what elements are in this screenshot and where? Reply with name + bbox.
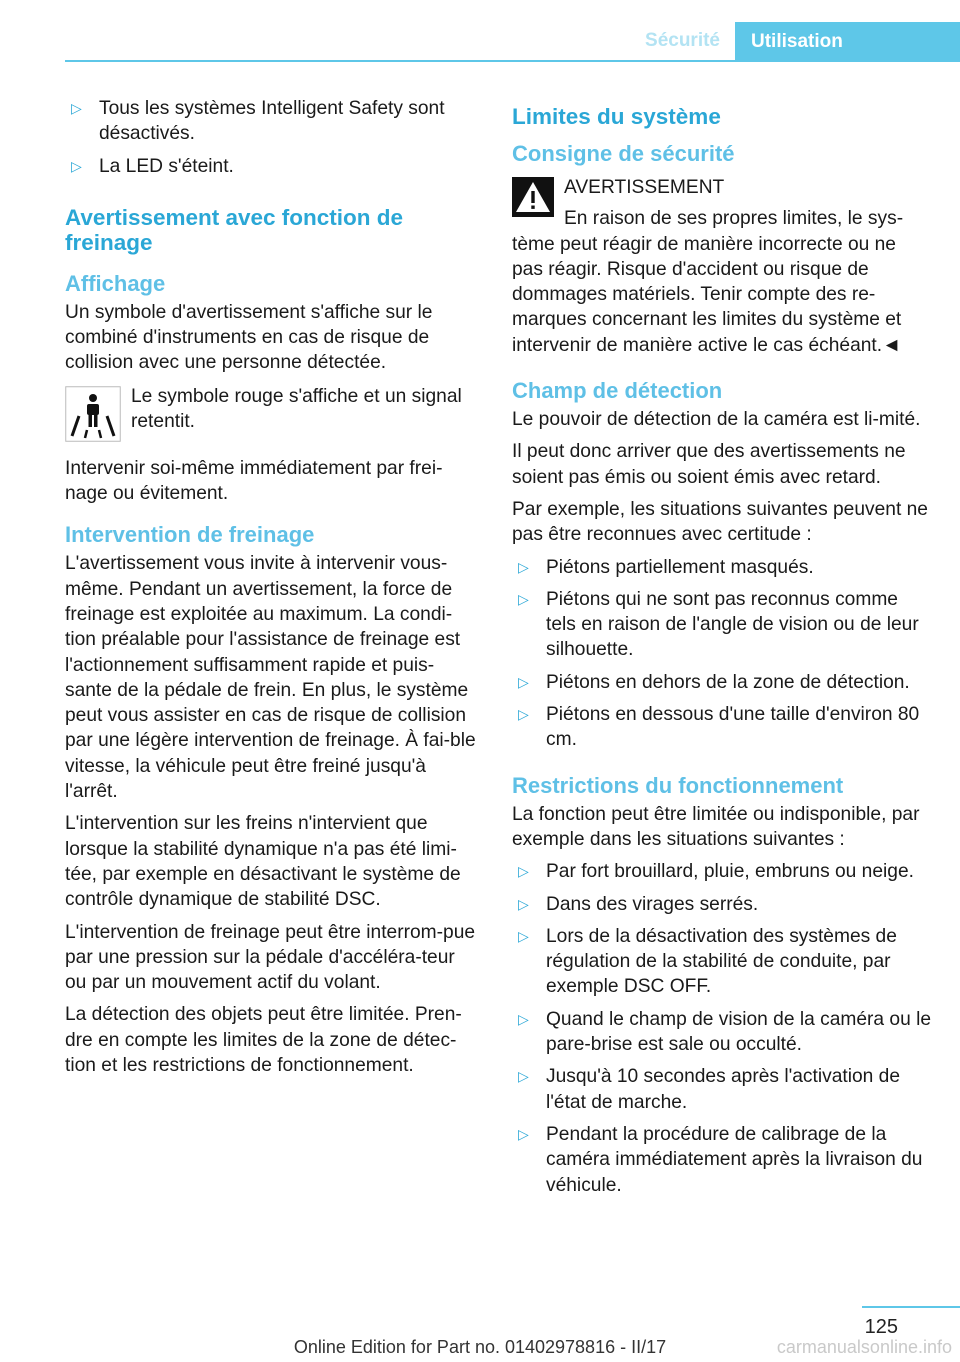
triangle-bullet-icon: ▷ [518,673,529,690]
list-item: ▷ Lors de la désactivation des systèmes de régulation de la stabilité de conduite, par exemple DSC OFF. [518,925,897,998]
list-item: ▷ Jusqu'à 10 secondes après l'activation de l'état de marche. [518,1066,900,1113]
warning-body: En raison de ses propres limites, le sys‐tème peut réagir de manière incorrecte ou ne pas réagir. Risque d'accident ou risque de dommages matériels. Tenir compte des re‐marques concernant les limites du système et intervenir de manière active le cas échéant.◄ [512,208,904,356]
header-section-label: Sécurité [645,30,720,51]
paragraph: La fonction peut être limitée ou indisponible, par exemple dans les situations suivantes : [512,803,920,850]
bullet-list-detection [512,555,932,753]
triangle-bullet-icon: ▷ [518,863,529,880]
footer-rule [862,1306,960,1308]
list-item: ▷ Par fort brouillard, pluie, embruns ou neige. [512,859,932,884]
list-item: ▷ Pendant la procédure de calibrage de la caméra immédiatement après la livraison du véhicule. [518,1123,923,1196]
list-item: ▷ Piétons partiellement masqués. [512,555,932,580]
list-item: ▷ Piétons en dessous d'une taille d'environ 80 cm. [518,704,920,751]
paragraph: Par exemple, les situations suivantes peuvent ne pas être reconnues avec certitude : [512,498,928,546]
warning-triangle-icon [512,177,554,222]
warning-block [512,175,932,358]
triangle-bullet-icon: ▷ [518,927,529,944]
symbol-text: Le symbole rouge s'affiche et un signal retentit. [131,385,462,433]
triangle-bullet-icon: ▷ [518,1125,529,1142]
paragraph: L'intervention de freinage peut être interrom‐pue par une pression sur la pédale d'accéléra‐teur ou par un mouvement actif du volant. [65,921,476,994]
page-number: 125 [864,1316,898,1338]
heading-safety-note: Consigne de sécurité [512,141,735,166]
list-item: ▷ Piétons qui ne sont pas reconnus comme tels en raison de l'angle de vision ou de leur silhouette. [518,588,919,661]
triangle-bullet-icon: ▷ [71,100,82,116]
heading-warning-braking: Avertissement avec fonction de freinage [65,204,404,255]
paragraph: L'intervention sur les freins n'intervient que lorsque la stabilité dynamique n'a pas été limi‐tée, par exemple en désactivant le système de contrôle dynamique de stabilité DSC. [65,813,461,911]
heading-display: Affichage [65,270,166,296]
heading-system-limits: Limites du système [512,104,721,129]
heading-detection-field: Champ de détection [512,378,723,404]
symbol-description [65,384,480,446]
heading-braking-intervention: Intervention de freinage [65,522,315,548]
list-item: ▷ Tous les systèmes Intelligent Safety sont désactivés. [71,98,445,145]
bullet-list-top [65,96,480,179]
paragraph: L'avertissement vous invite à intervenir vous-même. Pendant un avertissement, la force de freinage est exploitée au maximum. La condi‐tion préalable pour l'assistance de freinage est l'actionnement suffisamment rapide et puis‐sante de la pédale de frein. En plus, le système peut vous assister en cas de risque de collision par une légère intervention de freinage. À fai‐ble vitesse, la véhicule peut être freiné jusqu'à l'arrêt. [65,553,476,803]
heading-restrictions: Restrictions du fonctionnement [512,772,844,798]
triangle-bullet-icon: ▷ [71,157,82,174]
bullet-list-restrictions [512,859,932,1198]
edition-note: Online Edition for Part no. 01402978816 - II/17 [293,1337,667,1357]
header-chapter-tab: Utilisation [735,22,960,62]
warning-title: AVERTISSEMENT [564,177,725,198]
triangle-bullet-icon: ▷ [518,1010,529,1027]
triangle-bullet-icon: ▷ [518,706,529,723]
paragraph: La détection des objets peut être limitée. Pren‐dre en compte les limites de la zone de détec‐tion et les restrictions de fonctionnement. [65,1004,462,1077]
paragraph: Le pouvoir de détection de la caméra est li‐mité. [512,409,921,431]
paragraph: Un symbole d'avertissement s'affiche sur le combiné d'instruments en cas de risque de collision avec une personne détectée. [65,301,433,374]
left-column [65,96,480,1085]
pedestrian-warning-icon [65,386,121,447]
list-item: ▷ Quand le champ de vision de la caméra ou le pare-brise est sale ou occulté. [518,1008,932,1056]
triangle-bullet-icon: ▷ [518,895,529,912]
paragraph: Intervenir soi-même immédiatement par frei‐nage ou évitement. [65,457,443,505]
header-rule [65,60,960,62]
list-item: ▷ Piétons en dehors de la zone de détection. [512,670,932,695]
paragraph: Il peut donc arriver que des avertissements ne soient pas émis ou soient émis avec retard. [512,441,906,488]
triangle-bullet-icon: ▷ [518,590,529,607]
triangle-bullet-icon: ▷ [518,558,529,575]
right-column [512,96,932,1205]
watermark: carmanualsonline.info [776,1337,952,1357]
triangle-bullet-icon: ▷ [518,1068,529,1085]
list-item: ▷ La LED s'éteint. [65,154,480,179]
list-item: ▷ Dans des virages serrés. [512,892,932,917]
